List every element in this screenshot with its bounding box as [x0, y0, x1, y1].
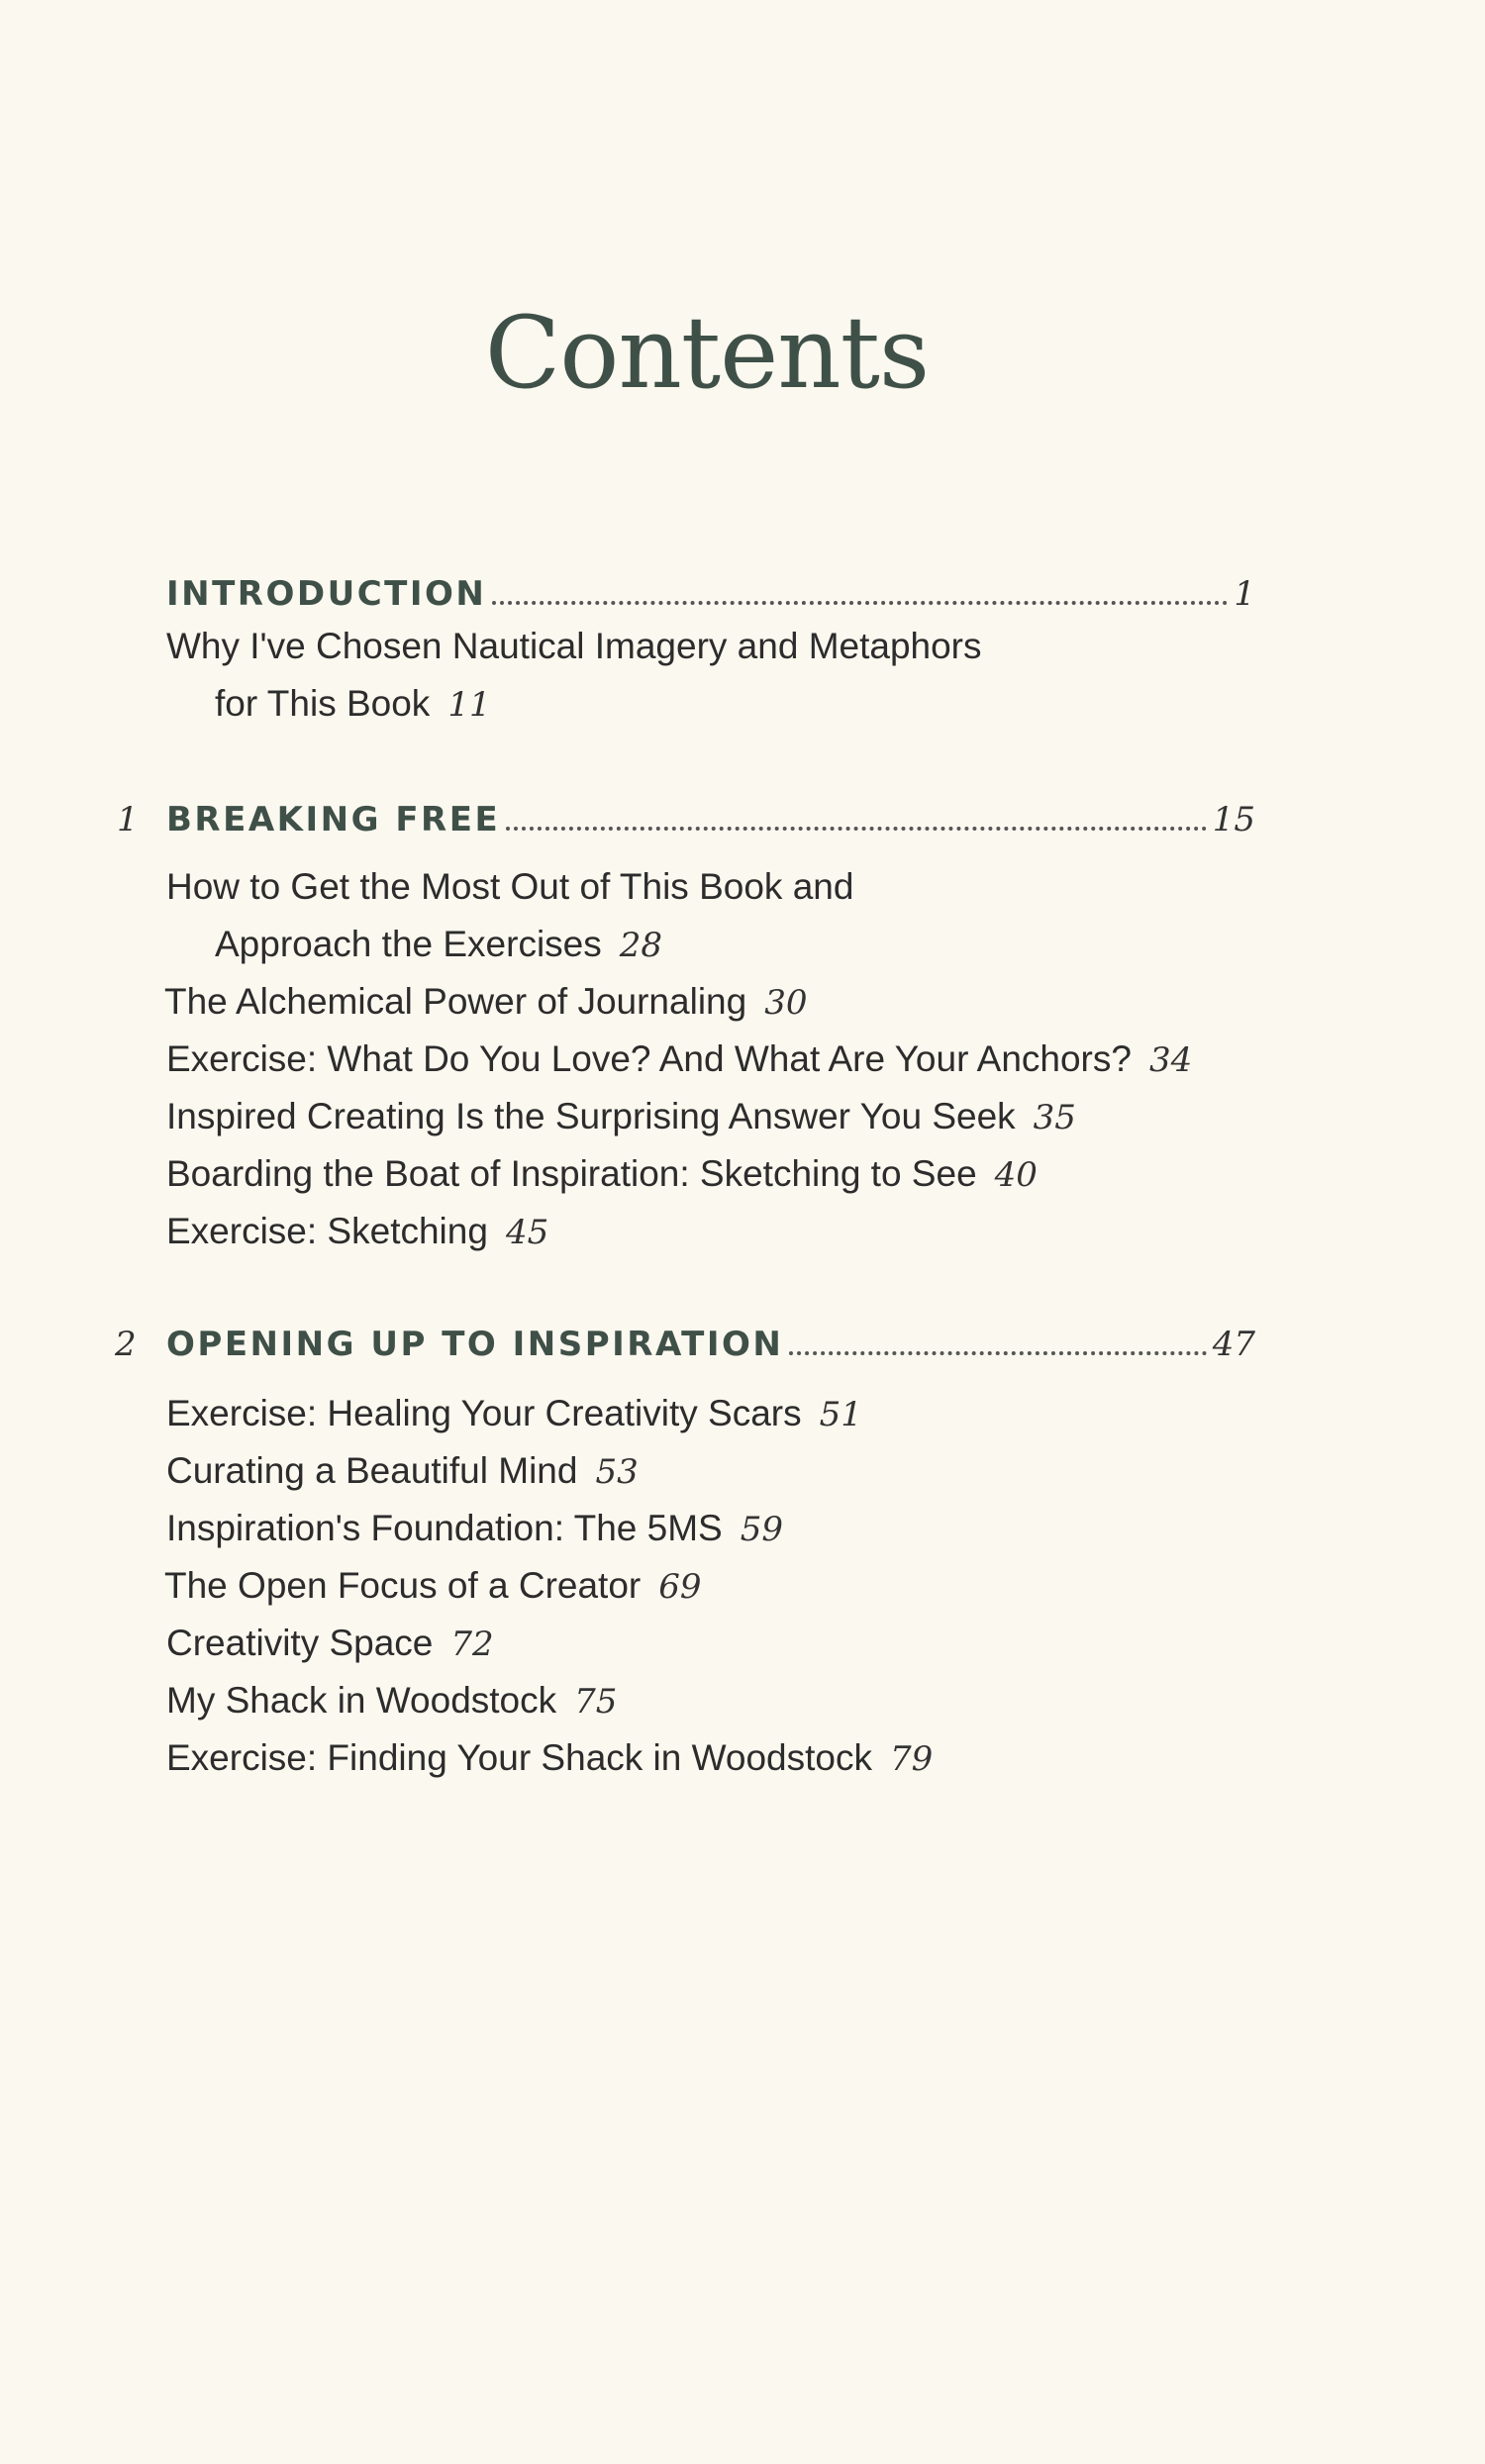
dot-leader	[506, 827, 1207, 831]
toc-entry	[166, 1393, 862, 1434]
entry-page-number: 28	[619, 926, 663, 965]
entry-page-number: 53	[595, 1452, 639, 1492]
toc-entry	[166, 1680, 617, 1722]
entry-text: Approach the Exercises	[215, 924, 602, 964]
toc-entry	[215, 924, 662, 965]
toc-entry	[166, 1153, 1038, 1195]
toc-section-chapter-1	[166, 800, 1255, 839]
toc-entry	[164, 981, 807, 1023]
entry-text: The Open Focus of a Creator	[164, 1565, 642, 1606]
entry-page-number: 59	[740, 1510, 783, 1549]
section-label: BREAKING FREE	[166, 800, 501, 839]
entry-text: How to Get the Most Out of This Book and	[166, 866, 854, 907]
entry-text: The Alchemical Power of Journaling	[164, 981, 747, 1022]
toc-entry	[166, 866, 853, 908]
toc-entry	[166, 1450, 639, 1492]
section-page-number: 1	[1234, 574, 1255, 614]
section-label: INTRODUCTION	[166, 574, 487, 614]
entry-page-number: 75	[574, 1682, 618, 1722]
entry-text: Exercise: Sketching	[166, 1211, 488, 1251]
entry-text: Curating a Beautiful Mind	[166, 1450, 578, 1491]
entry-page-number: 34	[1148, 1040, 1193, 1080]
toc-entry	[166, 1038, 1192, 1080]
page-title: Contents	[484, 295, 930, 411]
entry-page-number: 11	[447, 685, 491, 725]
entry-text: Inspired Creating Is the Surprising Answer You Seek	[166, 1096, 1016, 1136]
entry-text: Exercise: What Do You Love? And What Are Your Anchors?	[166, 1038, 1132, 1079]
entry-text: Boarding the Boat of Inspiration: Sketching to See	[166, 1153, 977, 1194]
entry-text: Creativity Space	[166, 1623, 434, 1663]
entry-text: Why I've Chosen Nautical Imagery and Metaphors	[166, 626, 982, 666]
toc-entry	[166, 1508, 783, 1549]
entry-page-number: 30	[764, 983, 808, 1023]
entry-text: My Shack in Woodstock	[166, 1680, 557, 1721]
chapter-number: 1	[117, 800, 139, 839]
toc-entry	[166, 1623, 494, 1664]
entry-page-number: 72	[450, 1625, 494, 1664]
entry-page-number: 45	[505, 1213, 549, 1252]
toc-section-introduction	[166, 574, 1255, 614]
toc-entry	[166, 626, 982, 667]
toc-entry	[166, 1211, 548, 1252]
toc-section-chapter-2	[166, 1325, 1255, 1364]
entry-page-number: 35	[1033, 1098, 1076, 1137]
toc-entry	[164, 1565, 702, 1607]
entry-page-number: 51	[819, 1395, 862, 1434]
chapter-number: 2	[115, 1325, 137, 1364]
toc-entry	[166, 1096, 1076, 1137]
entry-page-number: 69	[658, 1567, 702, 1607]
dot-leader	[492, 601, 1228, 605]
section-page-number: 47	[1212, 1325, 1255, 1364]
entry-text: Exercise: Healing Your Creativity Scars	[166, 1393, 802, 1433]
entry-page-number: 40	[994, 1155, 1038, 1195]
dot-leader	[789, 1351, 1206, 1355]
entry-page-number: 79	[889, 1739, 934, 1779]
toc-entry	[215, 683, 491, 725]
section-page-number: 15	[1212, 800, 1255, 839]
entry-text: for This Book	[215, 683, 431, 724]
entry-text: Inspiration's Foundation: The 5MS	[166, 1508, 723, 1548]
entry-text: Exercise: Finding Your Shack in Woodstock	[166, 1737, 872, 1778]
toc-entry	[166, 1737, 933, 1779]
section-label: OPENING UP TO INSPIRATION	[166, 1325, 784, 1364]
